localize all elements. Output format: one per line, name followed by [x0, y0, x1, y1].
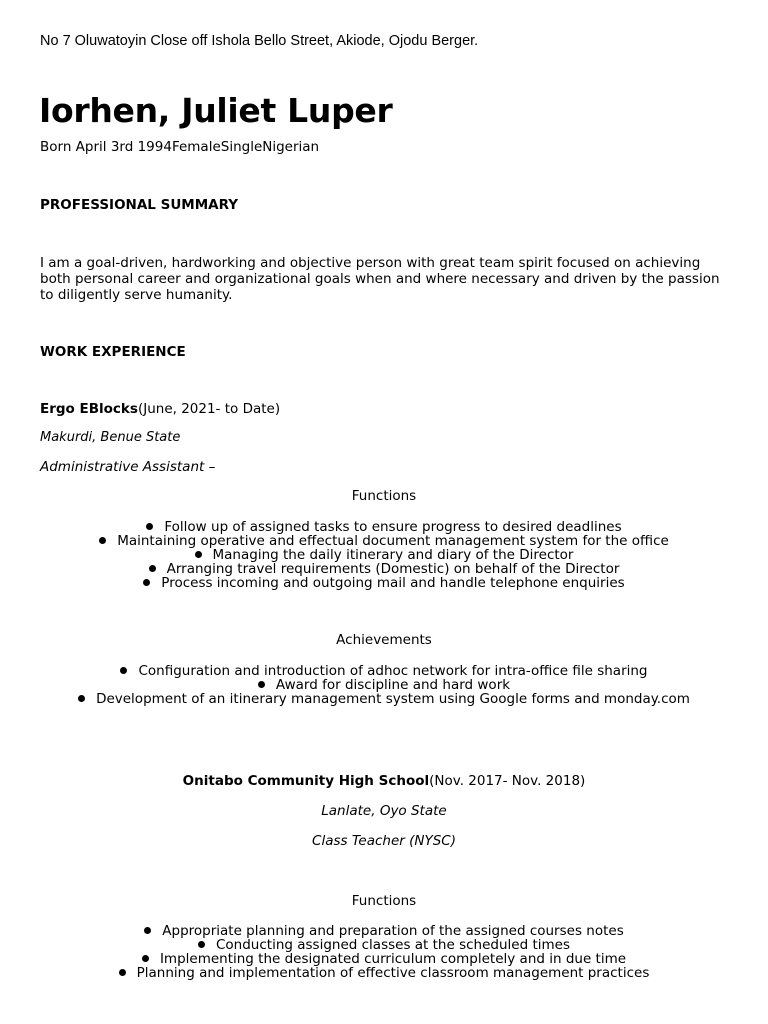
list-item: Appropriate planning and preparation of the assigned courses notes — [0, 924, 768, 938]
bullet-icon — [119, 969, 126, 976]
summary-heading: PROFESSIONAL SUMMARY — [40, 197, 239, 213]
job-1-achievements-heading: Achievements — [336, 632, 432, 648]
list-item: Development of an itinerary management system using Google forms and monday.com — [0, 692, 768, 706]
list-item: Implementing the designated curriculum completely and in due time — [0, 952, 768, 966]
bullet-icon — [120, 667, 127, 674]
list-item: Maintaining operative and effectual document management system for the office — [0, 534, 768, 548]
list-item: Managing the daily itinerary and diary of the Director — [0, 548, 768, 562]
bullet-icon — [146, 523, 153, 530]
job-1-title-line — [40, 401, 280, 417]
list-item: Configuration and introduction of adhoc network for intra-office file sharing — [0, 664, 768, 678]
job-2-dates: (Nov. 2017- Nov. 2018) — [429, 773, 586, 789]
job-1-location: Makurdi, Benue State — [40, 430, 181, 445]
job-2-location: Lanlate, Oyo State — [321, 803, 447, 819]
bullet-icon — [198, 941, 205, 948]
bullet-icon — [195, 551, 202, 558]
list-item: Award for discipline and hard work — [0, 678, 768, 692]
bullet-icon — [258, 681, 265, 688]
list-item: Conducting assigned classes at the scheduled times — [0, 938, 768, 952]
job-1-role: Administrative Assistant – — [40, 459, 216, 475]
bullet-icon — [99, 537, 106, 544]
bullet-icon — [78, 695, 85, 702]
summary-text: I am a goal-driven, hardworking and objective person with great team spirit focused on achieving both personal career and organizational goals when and where necessary and driven by the passion to diligently serve humanity. — [40, 255, 720, 303]
list-item: Follow up of assigned tasks to ensure progress to desired deadlines — [0, 520, 768, 534]
job-2-title-line — [0, 773, 768, 789]
list-item: Arranging travel requirements (Domestic) on behalf of the Director — [0, 562, 768, 576]
job-1-employer: Ergo EBlocks — [40, 401, 138, 417]
work-experience-heading: WORK EXPERIENCE — [40, 344, 186, 360]
candidate-name: Iorhen, Juliet Luper — [39, 91, 393, 130]
address-line: No 7 Oluwatoyin Close off Ishola Bello Street, Akiode, Ojodu Berger. — [40, 33, 479, 49]
bullet-icon — [144, 927, 151, 934]
job-2-employer: Onitabo Community High School — [182, 773, 430, 789]
bullet-icon — [142, 955, 149, 962]
bullet-icon — [149, 565, 156, 572]
bullet-icon — [143, 579, 150, 586]
job-2-role: Class Teacher (NYSC) — [312, 833, 456, 849]
list-item: Planning and implementation of effective classroom management practices — [0, 966, 768, 980]
job-1-functions-heading: Functions — [351, 488, 417, 504]
list-item: Process incoming and outgoing mail and handle telephone enquiries — [0, 576, 768, 590]
personal-details: Born April 3rd 1994FemaleSingleNigerian — [40, 139, 320, 155]
job-2-functions-heading: Functions — [351, 893, 417, 909]
job-1-dates: (June, 2021- to Date) — [137, 401, 281, 417]
